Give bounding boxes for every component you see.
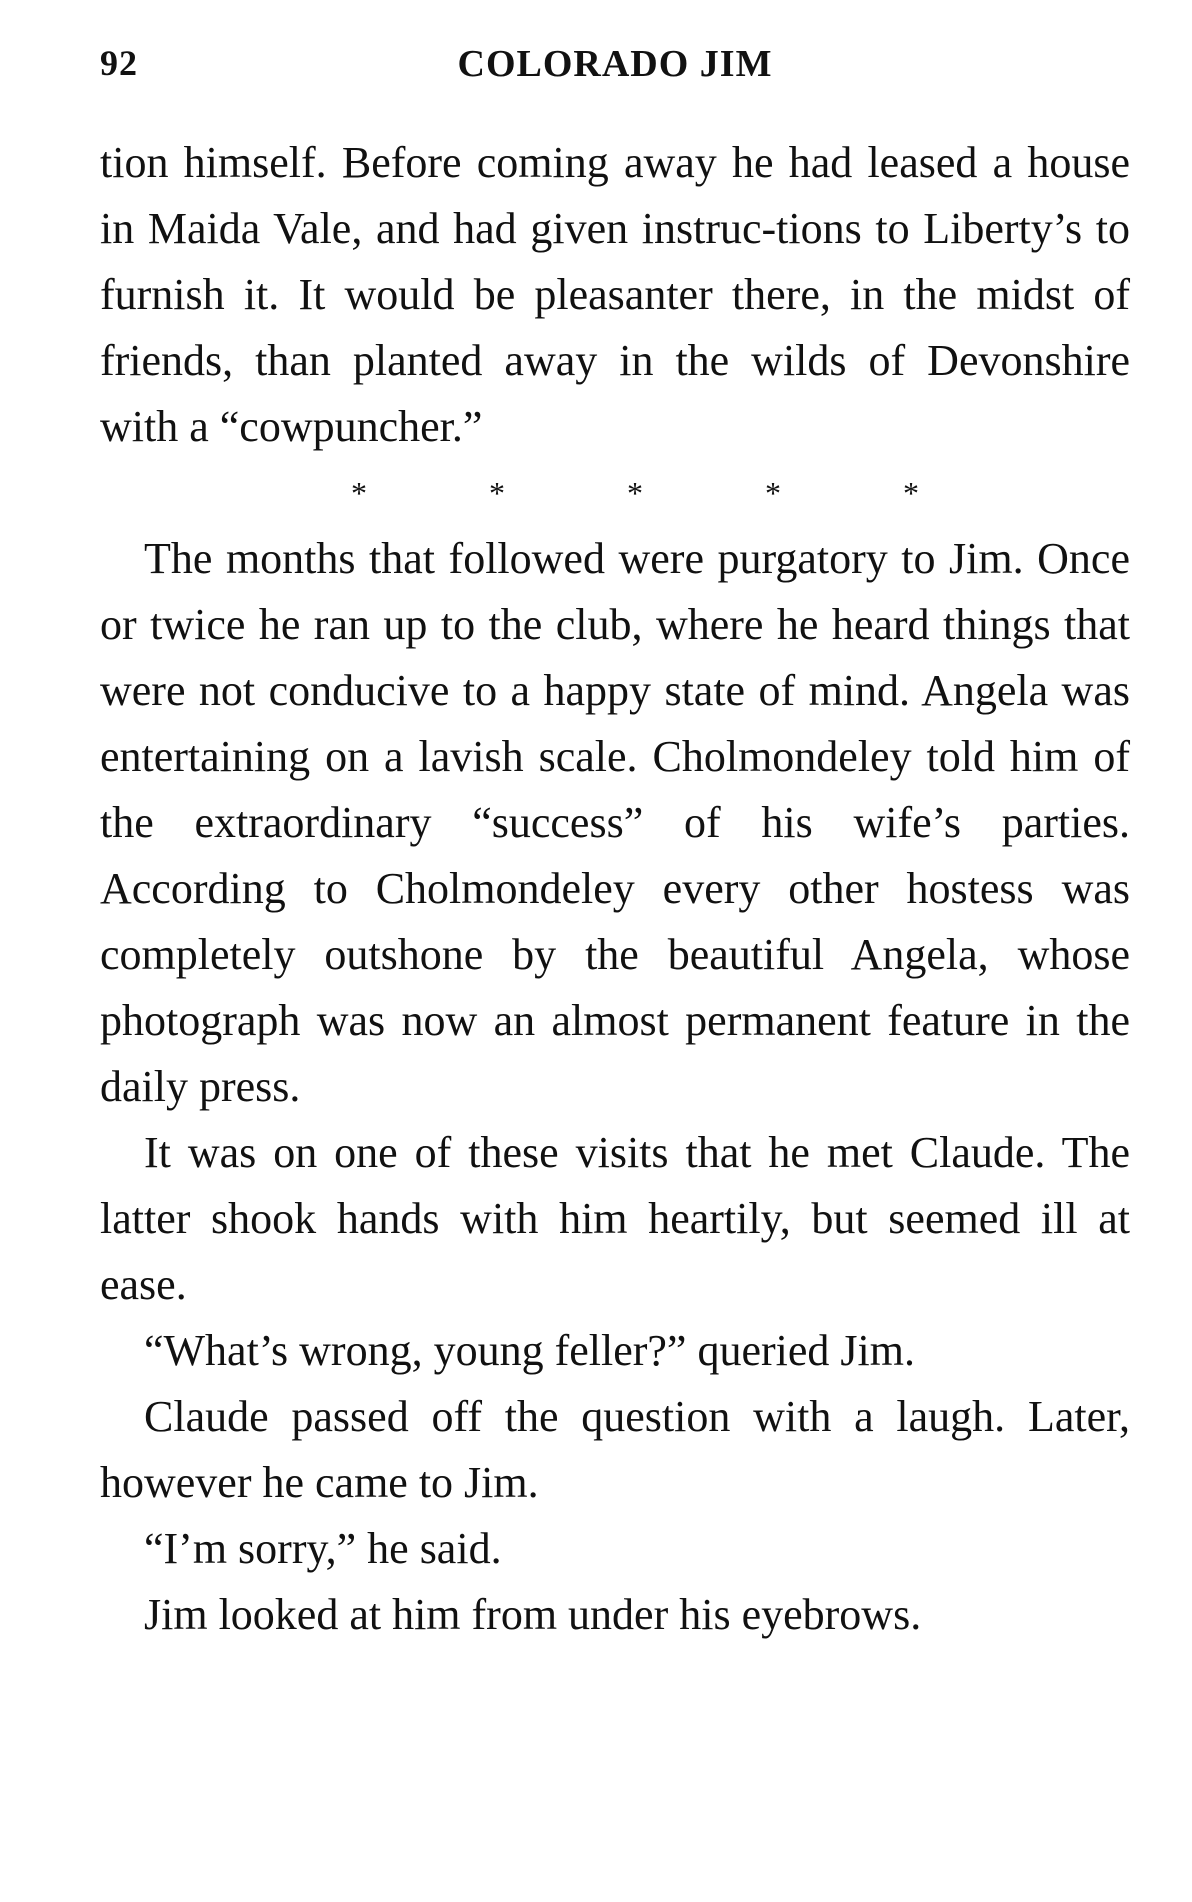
page-header — [100, 42, 1130, 102]
section-break — [140, 460, 1130, 526]
running-head: COLORADO JIM — [457, 43, 773, 85]
section-break-star: * — [627, 475, 643, 511]
body-text — [100, 130, 1130, 1648]
paragraph: Jim looked at him from under his eyebrows. — [144, 1590, 922, 1639]
section-break-star: * — [765, 475, 781, 511]
paragraph: “What’s wrong, young feller?” queried Jim. — [144, 1326, 915, 1375]
paragraph: “I’m sorry,” he said. — [144, 1524, 502, 1573]
page-number: 92 — [100, 43, 138, 83]
paragraph: The months that followed were purgatory to Jim. Once or twice he ran up to the club, where he heard things that were not conducive to a happy state of mind. Angela was entertaining on a lavish scale. Cholmondeley told him of the extraordinary “success” of his wife’s parties. According to Cholmondeley every other hostess was completely outshone by the beautiful Angela, whose photograph was now an almost permanent feature in the daily press. — [100, 534, 1130, 1111]
paragraph: It was on one of these visits that he met Claude. The latter shook hands with him heartily, but seemed ill at ease. — [100, 1128, 1130, 1309]
section-break-star: * — [489, 475, 505, 511]
section-break-star: * — [351, 475, 367, 511]
paragraph: Claude passed off the question with a laugh. Later, however he came to Jim. — [100, 1392, 1130, 1507]
section-break-star: * — [903, 475, 919, 511]
paragraph-continuation: tion himself. Before coming away he had leased a house in Maida Vale, and had given instruc-tions to Liberty’s to furnish it. It would be pleasanter there, in the midst of friends, than planted away in the wilds of Devonshire with a “cowpuncher.” — [100, 138, 1130, 451]
